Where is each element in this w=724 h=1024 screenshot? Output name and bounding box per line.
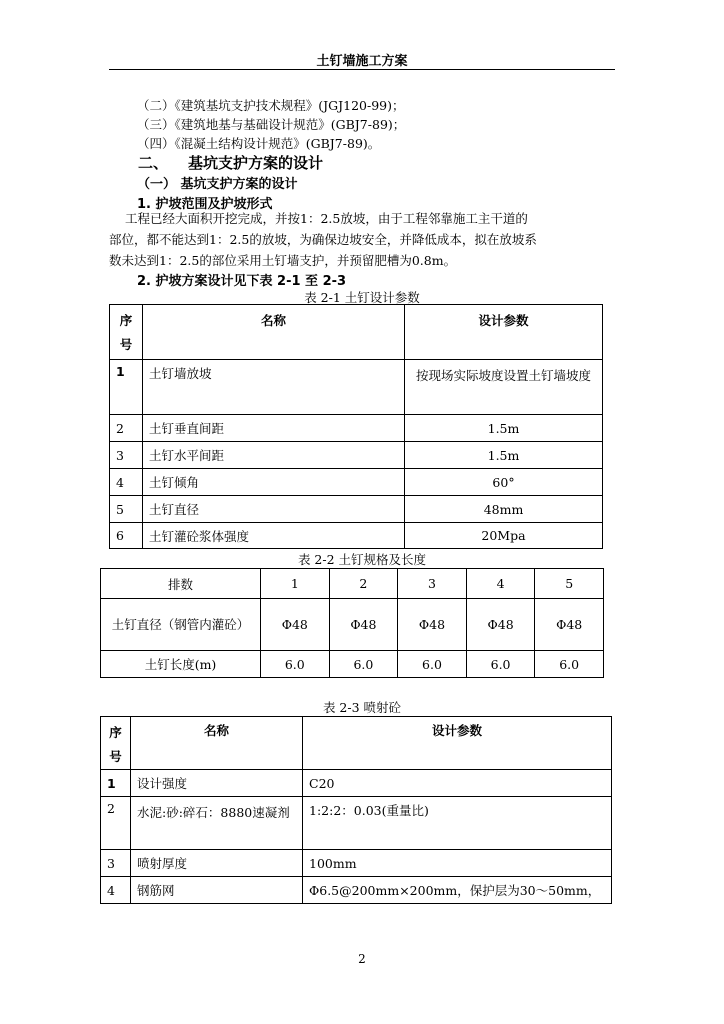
- cell: 4: [110, 469, 143, 496]
- cell: 土钉水平间距: [143, 442, 405, 469]
- cell: 设计强度: [131, 770, 303, 797]
- table3-caption: 表 2-3 喷射砼: [322, 700, 402, 715]
- cell: 土钉直径（钢管内灌砼）: [101, 599, 261, 651]
- cell: 喷射厚度: [131, 850, 303, 877]
- cell: 6.0: [535, 651, 604, 678]
- header-cell: 3: [398, 569, 467, 599]
- cell: 土钉直径: [143, 496, 405, 523]
- paragraph-line: 工程已经大面积开挖完成，并按1：2.5放坡，由于工程邻靠施工主干道的: [125, 211, 528, 226]
- header-cell: 设计参数: [405, 305, 603, 360]
- cell: 60°: [405, 469, 603, 496]
- table-row: [110, 442, 603, 469]
- cell: Φ48: [535, 599, 604, 651]
- cell: Φ48: [329, 599, 398, 651]
- cell: 3: [110, 442, 143, 469]
- header-cell: 序号: [110, 305, 143, 360]
- item-heading: 1. 护坡范围及护坡形式: [137, 197, 273, 212]
- table-shotcrete: [100, 716, 612, 904]
- cell: 20Mpa: [405, 523, 603, 549]
- header-cell: 设计参数: [303, 717, 612, 770]
- cell: Φ6.5@200mm×200mm，保护层为30～50mm，: [303, 877, 612, 904]
- table-row: [110, 523, 603, 549]
- cell: 土钉长度(m): [101, 651, 261, 678]
- cell: 6: [110, 523, 143, 549]
- table-header-row: [110, 305, 603, 360]
- paragraph-line: 数未达到1：2.5的部位采用土钉墙支护，并预留肥槽为0.8m。: [109, 253, 457, 268]
- cell: 2: [110, 415, 143, 442]
- reference-line: （四）《混凝土结构设计规范》(GBJ7-89)。: [137, 136, 381, 151]
- cell: 钢筋网: [131, 877, 303, 904]
- cell: 6.0: [398, 651, 467, 678]
- paragraph-line: 部位，都不能达到1：2.5的放坡，为确保边坡安全，并降低成本，拟在放坡系: [109, 232, 537, 247]
- cell: 6.0: [261, 651, 330, 678]
- subsection-title: （一） 基坑支护方案的设计: [137, 177, 298, 192]
- table2-caption: 表 2-2 土钉规格及长度: [297, 552, 427, 567]
- header-cell: 排数: [101, 569, 261, 599]
- table-header-row: [101, 717, 612, 770]
- header-cell: 5: [535, 569, 604, 599]
- table-row: [101, 599, 604, 651]
- table-row: [101, 770, 612, 797]
- cell: 1.5m: [405, 442, 603, 469]
- header-divider: [109, 69, 615, 70]
- header-cell: 4: [466, 569, 535, 599]
- table-row: [101, 850, 612, 877]
- table-row: [101, 651, 604, 678]
- table-header-row: [101, 569, 604, 599]
- cell: 1: [110, 360, 143, 415]
- table-row: [101, 797, 612, 850]
- cell: 土钉倾角: [143, 469, 405, 496]
- header-cell: 2: [329, 569, 398, 599]
- page-header-title: 土钉墙施工方案: [316, 54, 408, 69]
- table-row: [110, 360, 603, 415]
- cell: Φ48: [398, 599, 467, 651]
- cell: 土钉墙放坡: [143, 360, 405, 415]
- cell: 土钉灌砼浆体强度: [143, 523, 405, 549]
- cell: 1:2:2：0.03(重量比): [303, 797, 612, 850]
- cell: Φ48: [466, 599, 535, 651]
- reference-line: （三）《建筑地基与基础设计规范》(GBJ7-89)；: [137, 117, 406, 132]
- cell: 水泥:砂:碎石：8880速凝剂: [131, 797, 303, 850]
- cell: 4: [101, 877, 131, 904]
- header-cell: 1: [261, 569, 330, 599]
- section-title: 基坑支护方案的设计: [188, 154, 324, 172]
- header-cell: 名称: [131, 717, 303, 770]
- cell: 48mm: [405, 496, 603, 523]
- table1-caption: 表 2-1 土钉设计参数: [304, 290, 420, 305]
- table-row: [110, 469, 603, 496]
- table-row: [110, 415, 603, 442]
- page-number: 2: [358, 952, 366, 966]
- cell: Φ48: [261, 599, 330, 651]
- cell: C20: [303, 770, 612, 797]
- cell: 6.0: [329, 651, 398, 678]
- cell: 3: [101, 850, 131, 877]
- cell: 按现场实际坡度设置土钉墙坡度: [405, 360, 603, 415]
- cell: 5: [110, 496, 143, 523]
- section-number: 二、: [138, 154, 169, 172]
- reference-line: （二）《建筑基坑支护技术规程》(JGJ120-99)；: [137, 98, 405, 113]
- cell: 2: [101, 797, 131, 850]
- table-soil-nail-params: [109, 304, 603, 549]
- cell: 6.0: [466, 651, 535, 678]
- table-soil-nail-specs: [100, 568, 604, 678]
- header-cell: 名称: [143, 305, 405, 360]
- cell: 1: [101, 770, 131, 797]
- header-cell: 序号: [101, 717, 131, 770]
- item-heading: 2. 护坡方案设计见下表 2-1 至 2-3: [137, 274, 347, 289]
- cell: 100mm: [303, 850, 612, 877]
- cell: 1.5m: [405, 415, 603, 442]
- cell: 土钉垂直间距: [143, 415, 405, 442]
- table-row: [110, 496, 603, 523]
- table-row: [101, 877, 612, 904]
